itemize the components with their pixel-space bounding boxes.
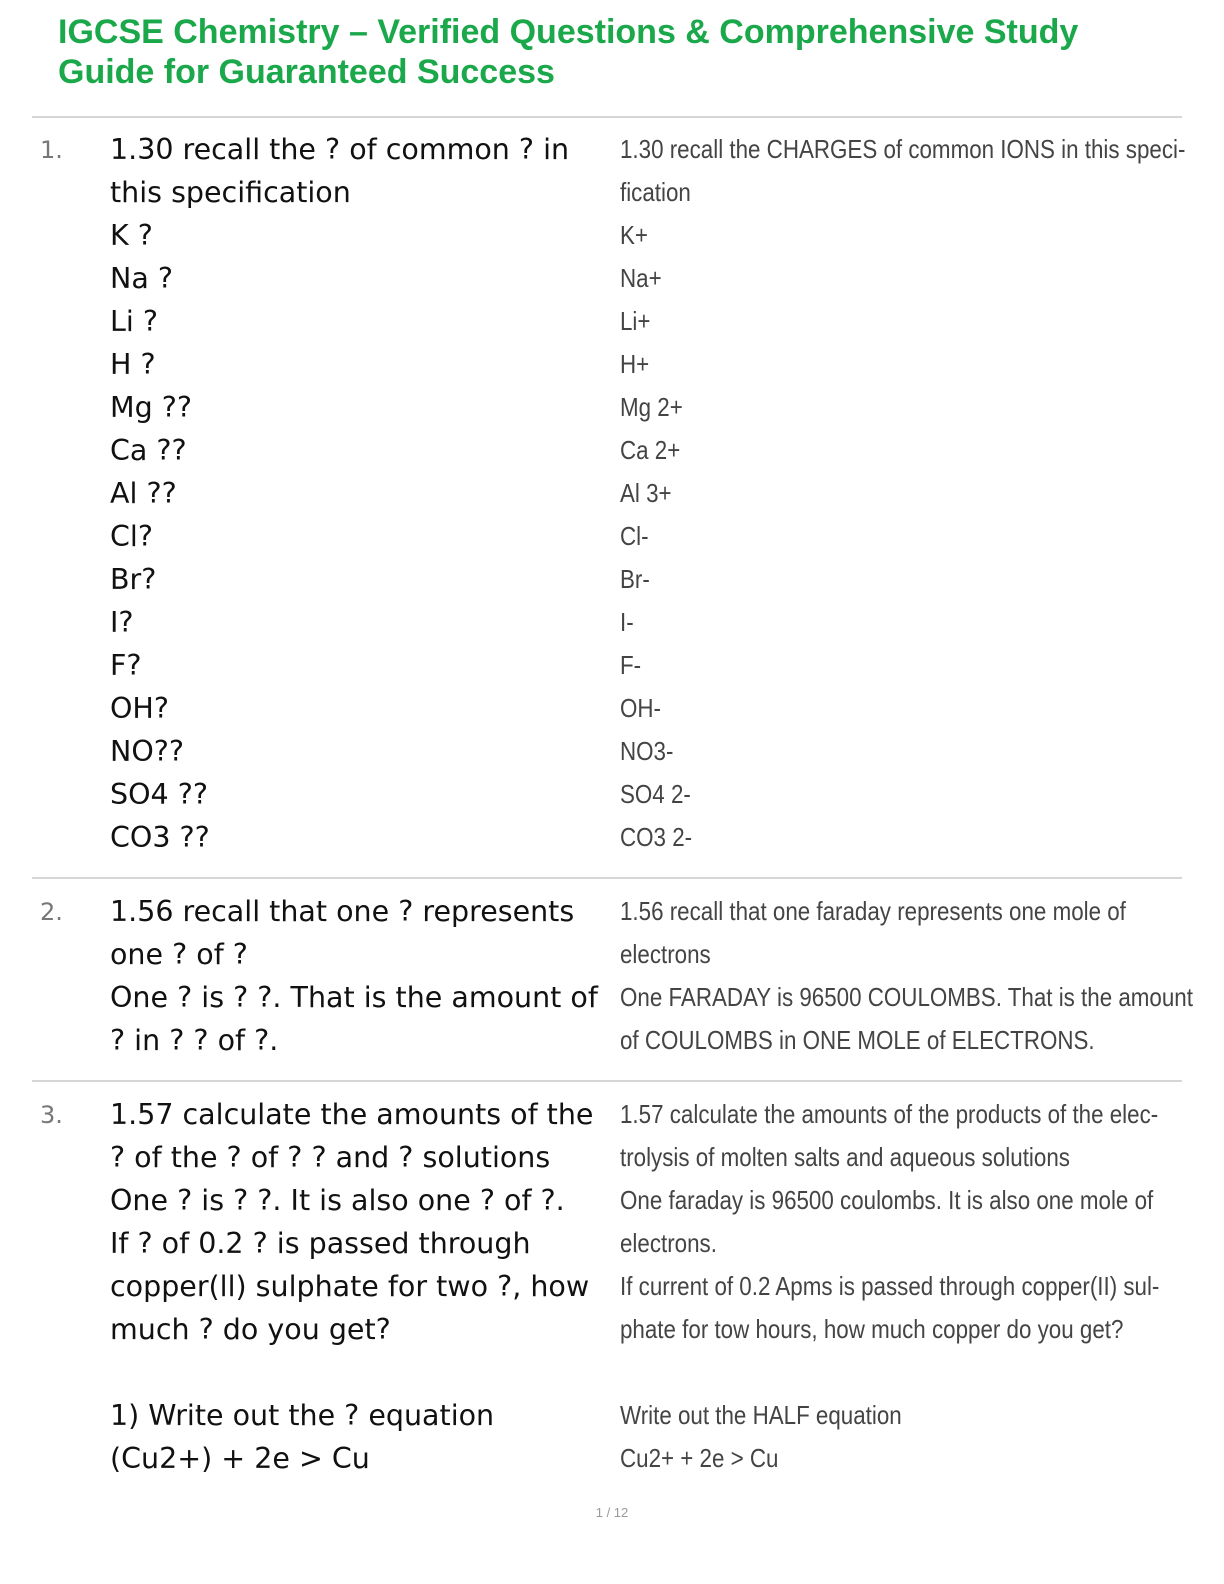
term-line: ? of the ? of ? ? and ? solutions	[110, 1141, 551, 1174]
term-line: ? in ? ? of ?.	[110, 1024, 279, 1057]
definition-line: Mg 2+	[620, 392, 683, 422]
term-line: Li ?	[110, 305, 158, 338]
definition-line: Cu2+ + 2e > Cu	[620, 1443, 779, 1473]
definition-line: Br-	[620, 564, 650, 594]
definition-line: fication	[620, 177, 691, 207]
term-line: CO3 ??	[110, 821, 210, 854]
definition-line: Ca 2+	[620, 435, 681, 465]
definition-line: One faraday is 96500 coulombs. It is also one mole of	[620, 1185, 1154, 1215]
definition-line: SO4 2-	[620, 779, 691, 809]
definition-line: CO3 2-	[620, 822, 693, 852]
term-line	[110, 1351, 610, 1394]
card-definition	[620, 128, 1186, 859]
term-line: K ?	[110, 219, 153, 252]
card-definition	[620, 890, 1193, 1062]
definition-line: electrons.	[620, 1228, 717, 1258]
term-line: H ?	[110, 348, 156, 381]
term-line: much ? do you get?	[110, 1313, 391, 1346]
card-number: 2.	[40, 898, 63, 926]
definition-line: 1.57 calculate the amounts of the products of the elec-	[620, 1099, 1159, 1129]
definition-line	[620, 1351, 1179, 1394]
title-line-1: IGCSE Chemistry – Verified Questions & Comprehensive Study	[58, 13, 1079, 51]
term-line: NO??	[110, 735, 185, 768]
definition-line: If current of 0.2 Apms is passed through copper(II) sul-	[620, 1271, 1160, 1301]
definition-line: phate for tow hours, how much copper do you get?	[620, 1314, 1124, 1344]
card-definition	[620, 1093, 1160, 1480]
term-line: copper(ll) sulphate for two ?, how	[110, 1270, 590, 1303]
term-line: I?	[110, 606, 134, 639]
document-title	[58, 12, 1178, 92]
definition-line: I-	[620, 607, 634, 637]
card-term	[110, 1093, 610, 1480]
definition-line: electrons	[620, 939, 711, 969]
definition-line: OH-	[620, 693, 661, 723]
term-line: (Cu2+) + 2e > Cu	[110, 1442, 370, 1475]
definition-line: H+	[620, 349, 650, 379]
term-line: Na ?	[110, 262, 173, 295]
term-line: 1) Write out the ? equation	[110, 1399, 495, 1432]
definition-line: Al 3+	[620, 478, 672, 508]
card-number: 3.	[40, 1101, 63, 1129]
term-line: Cl?	[110, 520, 153, 553]
term-line: One ? is ? ?. It is also one ? of ?.	[110, 1184, 565, 1217]
definition-line: Write out the HALF equation	[620, 1400, 902, 1430]
term-line: SO4 ??	[110, 778, 208, 811]
definition-line: NO3-	[620, 736, 674, 766]
term-line: One ? is ? ?. That is the amount of	[110, 981, 598, 1014]
term-line: 1.56 recall that one ? represents	[110, 895, 575, 928]
term-line: 1.30 recall the ? of common ? in	[110, 133, 570, 166]
divider	[32, 116, 1182, 118]
term-line: Mg ??	[110, 391, 192, 424]
definition-line: Cl-	[620, 521, 649, 551]
term-line: Ca ??	[110, 434, 187, 467]
page-indicator: 1 / 12	[595, 1505, 629, 1520]
card-term	[110, 128, 610, 859]
definition-line: K+	[620, 220, 648, 250]
definition-line: Na+	[620, 263, 662, 293]
definition-line: of COULOMBS in ONE MOLE of ELECTRONS.	[620, 1025, 1095, 1055]
term-line: one ? of ?	[110, 938, 248, 971]
divider	[32, 877, 1182, 879]
title-line-2: Guide for Guaranteed Success	[58, 53, 555, 91]
definition-line: F-	[620, 650, 642, 680]
term-line: Br?	[110, 563, 157, 596]
term-line: this specification	[110, 176, 351, 209]
term-line: 1.57 calculate the amounts of the	[110, 1098, 594, 1131]
definition-line: 1.56 recall that one faraday represents one mole of	[620, 896, 1126, 926]
definition-line: One FARADAY is 96500 COULOMBS. That is the amount	[620, 982, 1193, 1012]
definition-line: 1.30 recall the CHARGES of common IONS in this speci-	[620, 134, 1186, 164]
definition-line: trolysis of molten salts and aqueous solutions	[620, 1142, 1070, 1172]
term-line: OH?	[110, 692, 169, 725]
term-line: If ? of 0.2 ? is passed through	[110, 1227, 531, 1260]
definition-line: Li+	[620, 306, 651, 336]
term-line: F?	[110, 649, 142, 682]
term-line: Al ??	[110, 477, 177, 510]
divider	[32, 1080, 1182, 1082]
card-number: 1.	[40, 136, 63, 164]
card-term	[110, 890, 610, 1062]
